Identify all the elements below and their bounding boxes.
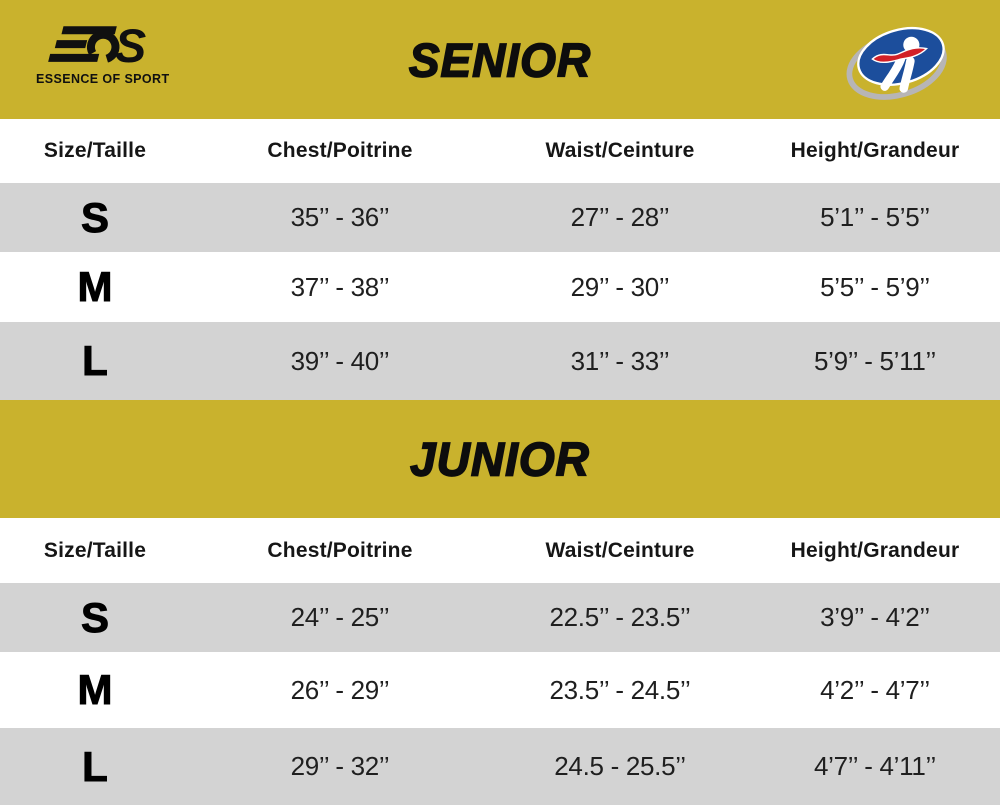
waist-cell: 29’’ - 30’’ — [570, 271, 670, 302]
column-header-height: Height/Grandeur — [790, 139, 960, 162]
chest-cell: 26’’ - 29’’ — [290, 674, 390, 705]
column-header-chest: Chest/Poitrine — [267, 538, 413, 562]
column-header-height: Height/Grandeur — [790, 538, 960, 562]
eos-logo — [36, 25, 170, 86]
chest-cell: 37’’ - 38’’ — [290, 271, 390, 302]
size-cell: L — [82, 742, 108, 790]
height-cell: 5’1’’ - 5’5’’ — [820, 202, 930, 232]
eos-tagline: ESSENCE OF SPORT — [36, 72, 170, 86]
waist-cell: 31’’ - 33’’ — [570, 345, 670, 376]
table-row-junior-s — [0, 583, 1000, 652]
height-cell: 5’9’’ - 5’11’’ — [813, 345, 937, 376]
size-cell: M — [77, 263, 113, 310]
size-cell: S — [80, 193, 109, 241]
senior-section — [0, 0, 1000, 400]
column-header-size: Size/Taille — [43, 538, 147, 562]
waist-cell: 24.5 - 25.5’’ — [554, 751, 686, 781]
column-header-size: Size/Taille — [43, 139, 147, 162]
column-header-waist: Waist/Ceinture — [545, 139, 695, 162]
senior-header-row — [0, 119, 1000, 183]
table-row-junior-l — [0, 728, 1000, 805]
size-cell: L — [82, 337, 108, 384]
table-row-senior-m — [0, 252, 1000, 322]
chest-cell: 35’’ - 36’’ — [290, 202, 390, 232]
height-cell: 5’5’’ - 5’9’’ — [820, 271, 930, 302]
eos-e-mid-bar — [55, 40, 87, 48]
height-cell: 4’7’’ - 4’11’’ — [813, 751, 937, 781]
eos-e-bottom-bar — [48, 54, 99, 62]
size-cell: S — [80, 593, 109, 641]
skater-logo-icon — [842, 14, 956, 106]
column-header-chest: Chest/Poitrine — [267, 139, 413, 162]
senior-band — [0, 0, 1000, 119]
table-row-senior-s — [0, 183, 1000, 252]
eos-logo-mark — [36, 25, 148, 69]
table-row-senior-l — [0, 322, 1000, 400]
waist-cell: 27’’ - 28’’ — [570, 202, 670, 232]
chest-cell: 39’’ - 40’’ — [290, 345, 390, 376]
junior-band — [0, 400, 1000, 518]
table-row-junior-m — [0, 652, 1000, 728]
size-cell: M — [77, 666, 113, 713]
waist-cell: 22.5’’ - 23.5’’ — [549, 602, 691, 632]
junior-section — [0, 400, 1000, 805]
height-cell: 4’2’’ - 4’7’’ — [820, 674, 930, 705]
chest-cell: 29’’ - 32’’ — [290, 751, 390, 781]
junior-title: JUNIOR — [410, 432, 590, 486]
senior-title: SENIOR — [408, 32, 592, 87]
chest-cell: 24’’ - 25’’ — [290, 602, 390, 632]
column-header-waist: Waist/Ceinture — [545, 538, 695, 562]
height-cell: 3’9’’ - 4’2’’ — [820, 602, 930, 632]
junior-header-row — [0, 518, 1000, 583]
eos-s-letter: S — [114, 25, 147, 69]
waist-cell: 23.5’’ - 24.5’’ — [549, 674, 691, 705]
